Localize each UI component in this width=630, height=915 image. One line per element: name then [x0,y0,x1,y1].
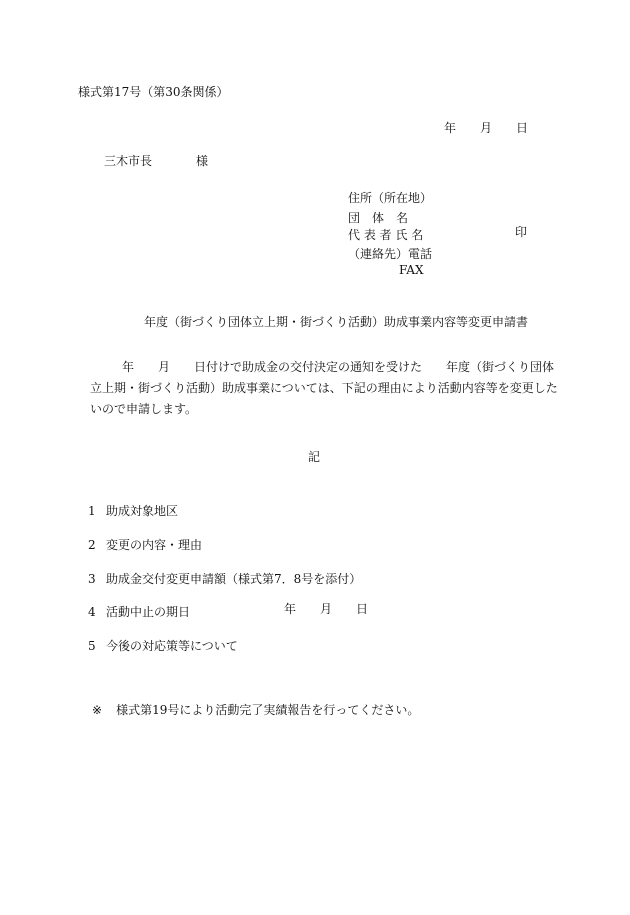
applicant-fax-label: FAX [399,263,424,277]
applicant-representative-label: 代 表 者 氏 名 [348,228,424,242]
date-day: 日 [516,121,529,135]
item-number: 4 [88,605,96,619]
item-number: 3 [88,572,96,586]
document-title: 年度（街づくり団体立上期・街づくり活動）助成事業内容等変更申請書 [144,315,529,329]
item-number: 1 [88,504,96,518]
item-text: 今後の対応策等について [106,639,238,653]
item-text: 変更の内容・理由 [106,538,203,552]
applicant-address-label: 住所（所在地） [348,191,433,205]
list-item [88,502,178,519]
date-year: 年 [444,121,457,135]
list-item [88,536,202,553]
ki-heading: 記 [308,450,321,464]
item-text: 助成対象地区 [106,504,179,518]
body-line-2: 立上期・街づくり活動）助成事業については、下記の理由により活動内容等を変更した [90,381,558,395]
date-month: 月 [480,121,493,135]
item-number: 2 [88,538,96,552]
reference-mark: ※ [92,703,103,717]
footnote [92,704,419,716]
body-paragraph [78,357,558,420]
body-line-3: いので申請します。 [90,402,198,416]
body-line-1: 年 月 日付けで助成金の交付決定の通知を受けた 年度（街づくり団体 [86,360,555,374]
applicant-group-label: 団 体 名 [348,211,409,225]
item-text: 助成金交付変更申請額（様式第7．8号を添付） [106,572,362,586]
list-item [88,603,190,620]
stop-date-year: 年 [284,602,297,616]
stop-date-day: 日 [356,602,369,616]
form-label: 様式第17号（第30条関係） [78,85,229,99]
seal-mark: 印 [515,225,528,239]
stop-date-month: 月 [320,602,333,616]
item-text: 活動中止の期日 [106,605,191,619]
addressee-honorific: 様 [196,154,209,168]
list-item [88,637,238,654]
list-item [88,570,361,587]
applicant-phone-label: （連絡先）電話 [348,247,433,261]
addressee-name: 三木市長 [104,154,153,168]
footnote-text: 様式第19号により活動完了実績報告を行ってください。 [116,703,420,717]
item-number: 5 [88,639,96,653]
